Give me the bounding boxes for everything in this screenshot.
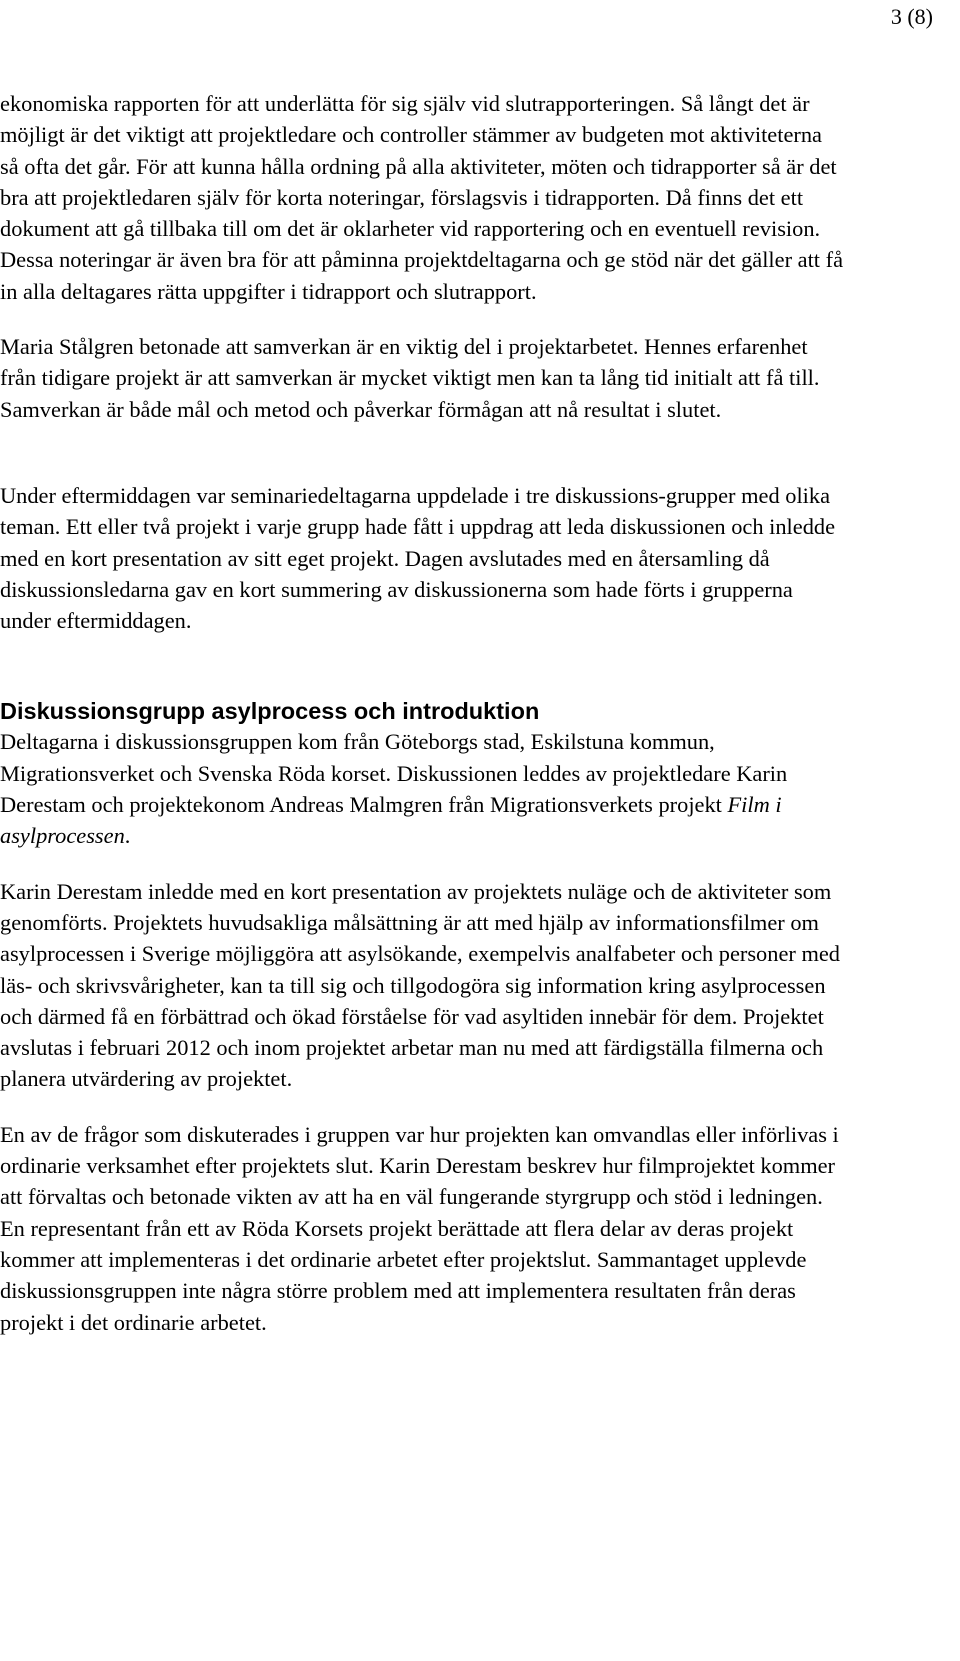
project-title-italic: Film i asylprocessen <box>0 792 782 849</box>
paragraph-samverkan: Maria Stålgren betonade att samverkan är en viktig del i projektarbetet. Hennes erfarenhet från tidigare projekt är att samverkan är mycket viktigt men kan ta lång tid initialt att få till. Samverkan är både mål och metod och påverkar förmågan att nå resultat i slutet. <box>0 334 820 422</box>
section-heading: Diskussionsgrupp asylprocess och introduktion <box>0 698 540 725</box>
paragraph-implementation-discussion: En av de frågor som diskuterades i gruppen var hur projekten kan omvandlas eller införlivas i ordinarie verksamhet efter projektets slut. Karin Derestam beskrev hur filmprojektet kommer att förvaltas och betonade vikten av att ha en väl fungerande styrgrupp och stöd i ledningen. En representant från ett av Röda Korsets projekt berättade att flera delar av deras projekt kommer att implementeras i det ordinarie arbetet efter projektslut. Sammantaget upplevde diskussionsgruppen inte några större problem med att implementera resultaten från deras projekt i det ordinarie arbetet. <box>0 1121 839 1335</box>
paragraph-participants-text: Deltagarna i diskussionsgruppen kom från Göteborgs stad, Eskilstuna kommun, Migrationsverket och Svenska Röda korset. Diskussionen leddes av projektledare Karin Derestam och projektekonom Andreas Malmgren från Migrationsverkets projekt <box>0 729 788 818</box>
document-body <box>0 88 845 1338</box>
page-number: 3 (8) <box>890 4 933 29</box>
paragraph-afternoon-groups: Under eftermiddagen var seminariedeltagarna uppdelade i tre diskussions-grupper med olika teman. Ett eller två projekt i varje grupp hade fått i uppdrag att leda diskussionen och inledde med en kort presentation av sitt eget projekt. Dagen avslutades med en återsamling då diskussionsledarna gav en kort summering av diskussionerna som hade förts i grupperna under eftermiddagen. <box>0 482 836 634</box>
paragraph-budget-notes: ekonomiska rapporten för att underlätta för sig själv vid slutrapporteringen. Så långt det är möjligt är det viktigt att projektledare och controller stämmer av budgeten mot aktiviteterna så ofta det går. För att kunna hålla ordning på alla aktiviteter, möten och tidrapporter så är det bra att projektledaren själv för korta noteringar, förslagsvis i tidrapporten. Då finns det ett dokument att gå tillbaka till om det är oklarheter vid rapportering och en eventuell revision. Dessa noteringar är även bra för att påminna projektdeltagarna och ge stöd när det gäller att få in alla deltagares rätta uppgifter i tidrapport och slutrapport. <box>0 91 844 304</box>
paragraph-project-presentation: Karin Derestam inledde med en kort presentation av projektets nuläge och de aktiviteter som genomförts. Projektets huvudsakliga målsättning är att med hjälp av informationsfilmer om asylprocessen i Sverige möjliggöra att asylsökande, exempelvis analfabeter och personer med läs- och skrivsvårigheter, kan ta till sig och tillgodogöra sig information kring asylprocessen och därmed få en förbättrad och ökad förståelse för vad asyltiden innebär för dem. Projektet avslutas i februari 2012 och inom projektet arbetar man nu med att färdigställa filmerna och planera utvärdering av projektet. <box>0 878 840 1092</box>
paragraph-participants-end: . <box>124 823 131 849</box>
paragraph-participants <box>0 726 845 851</box>
